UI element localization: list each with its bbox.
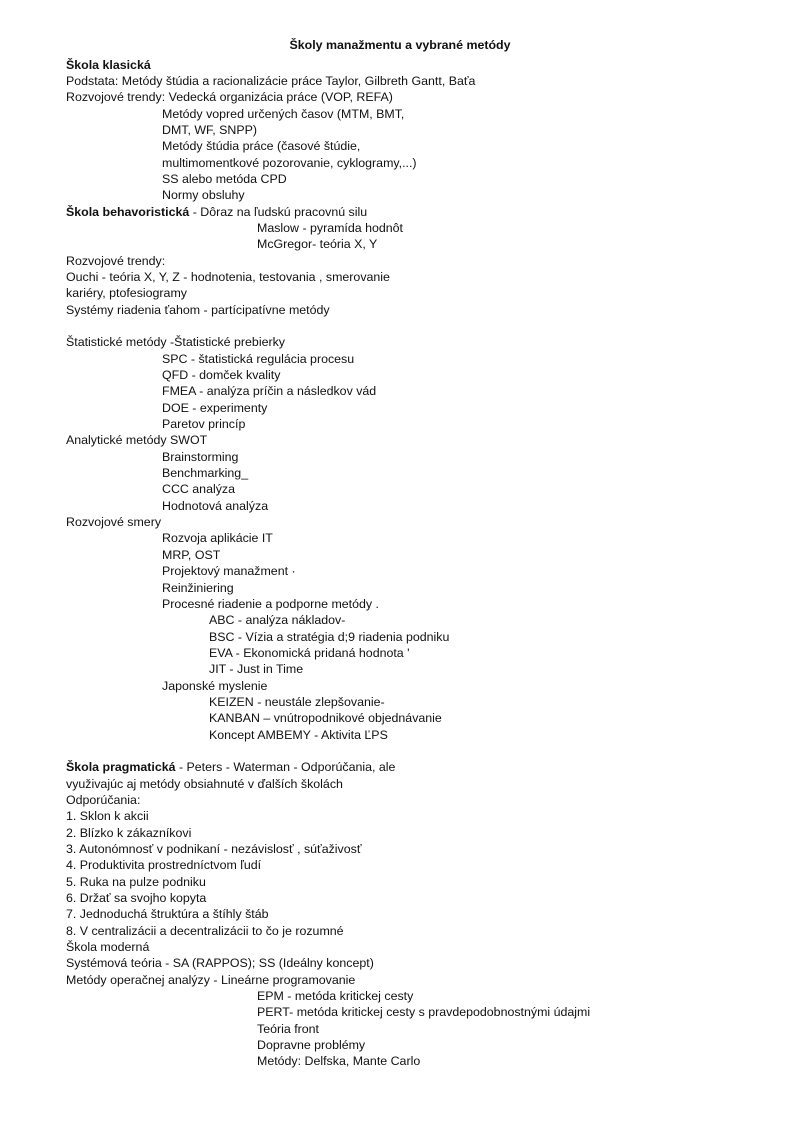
text-line: [0, 285, 800, 301]
line-text: Metódy štúdia práce (časové štúdie,: [162, 139, 361, 154]
line-text: 5. Ruka na pulze podniku: [66, 874, 206, 889]
text-line: [0, 351, 800, 367]
line-text: 2. Blízko k zákazníkovi: [66, 825, 192, 840]
blank-line: [0, 743, 800, 759]
text-line: [0, 236, 800, 252]
line-text: KEIZEN - neustále zlepšovanie-: [209, 694, 385, 709]
line-text: FMEA - analýza príčin a následkov vád: [162, 384, 377, 399]
line-text: Projektový manažment ·: [162, 564, 296, 579]
line-text: Maslow - pyramída hodnôt: [257, 220, 404, 235]
text-line: [0, 727, 800, 743]
line-text: - Dôraz na ľudskú pracovnú silu: [189, 204, 368, 219]
text-line: [0, 57, 800, 73]
line-text: 3. Autonómnosť v podnikaní - nezávislosť , súťaživosť: [66, 842, 362, 856]
text-line: [0, 334, 800, 350]
text-line: [0, 972, 800, 988]
line-text: SS alebo metóda CPD: [162, 171, 287, 186]
line-text: BSC - Vízia a stratégia d;9 riadenia podniku: [209, 629, 450, 644]
text-line: [0, 857, 800, 873]
text-line: [0, 825, 800, 841]
text-line: [0, 890, 800, 906]
text-line: [0, 645, 800, 661]
line-text: Koncept AMBEMY - Aktivita ĽPS: [209, 727, 388, 742]
line-text: Rozvojové smery: [66, 515, 162, 530]
line-text: SPC - štatistická regulácia procesu: [162, 351, 355, 366]
blank-line: [0, 318, 800, 334]
text-line: [0, 155, 800, 171]
page-title: Školy manažmentu a vybrané metódy: [289, 38, 511, 52]
section-heading: Škola pragmatická: [66, 760, 176, 775]
text-line: [0, 906, 800, 922]
text-line: [0, 776, 800, 792]
line-text: Rozvoja aplikácie IT: [162, 531, 273, 546]
text-line: [0, 563, 800, 579]
text-line: [0, 171, 800, 187]
text-line: [0, 498, 800, 514]
text-line: [0, 808, 800, 824]
text-line: [0, 1021, 800, 1037]
line-text: 4. Produktivita prostredníctvom ľudí: [66, 858, 262, 873]
line-text: Metódy: Delfska, Mante Carlo: [257, 1054, 421, 1069]
line-text: DMT, WF, SNPP): [162, 122, 257, 137]
text-line: [0, 383, 800, 399]
text-line: [0, 596, 800, 612]
text-line: [0, 302, 800, 318]
line-text: QFD - domček kvality: [162, 368, 281, 383]
text-line: [0, 1037, 800, 1053]
line-text: Teória front: [257, 1021, 319, 1036]
text-line: [0, 988, 800, 1004]
line-text: Benchmarking_: [162, 466, 249, 481]
text-line: [0, 138, 800, 154]
text-line: [0, 580, 800, 596]
line-text: EPM - metóda kritickej cesty: [257, 989, 414, 1004]
line-text: Rozvojové trendy:: [66, 253, 166, 268]
text-line: [0, 1004, 800, 1020]
text-line: [0, 416, 800, 432]
line-text: Systémy riadenia ťahom - partícipatívne metódy: [66, 302, 330, 317]
line-text: Hodnotová analýza: [162, 498, 269, 513]
text-line: [0, 400, 800, 416]
line-text: Procesné riadenie a podporne metódy .: [162, 596, 379, 611]
text-line: [0, 253, 800, 269]
line-text: 7. Jednoduchá štruktúra a štíhly štáb: [66, 907, 269, 922]
text-line: [0, 122, 800, 138]
line-text: Štatistické metódy -Štatistické prebierky: [66, 335, 285, 350]
text-line: [0, 465, 800, 481]
text-line: [0, 841, 800, 857]
section-heading: Škola behavoristická: [66, 204, 190, 219]
line-text: Paretov princíp: [162, 417, 246, 432]
text-line: [0, 432, 800, 448]
line-text: EVA - Ekonomická pridaná hodnota ': [209, 645, 410, 660]
line-text: využivajúc aj metódy obsiahnuté v ďalších školách: [66, 776, 343, 791]
text-line: [0, 367, 800, 383]
line-text: CCC analýza: [162, 482, 235, 497]
line-text: 1. Sklon k akcii: [66, 809, 149, 824]
line-text: Analytické metódy SWOT: [66, 433, 208, 448]
line-text: 8. V centralizácii a decentralizácii to čo je rozumné: [66, 923, 344, 938]
text-line: [0, 710, 800, 726]
text-line: [0, 530, 800, 546]
text-line: [0, 204, 800, 220]
text-line: [0, 678, 800, 694]
text-line: [0, 612, 800, 628]
line-text: Metódy vopred určených časov (MTM, BMT,: [162, 106, 405, 121]
text-line: [0, 955, 800, 971]
text-line: [0, 759, 800, 775]
text-line: [0, 73, 800, 89]
line-text: DOE - experimenty: [162, 400, 268, 415]
line-text: Podstata: Metódy štúdia a racionalizácie práce Taylor, Gilbreth Gantt, Baťa: [66, 73, 476, 88]
text-line: [0, 629, 800, 645]
text-line: [0, 514, 800, 530]
text-line: [0, 187, 800, 203]
line-text: McGregor- teória X, Y: [257, 237, 378, 252]
line-text: Rozvojové trendy: Vedecká organizácia práce (VOP, REFA): [66, 90, 393, 105]
text-line: [0, 923, 800, 939]
text-line: [0, 694, 800, 710]
section-heading: Škola klasická: [66, 57, 151, 72]
line-text: Ouchi - teória X, Y, Z - hodnotenia, testovania , smerovanie: [66, 269, 390, 284]
line-text: 6. Držať sa svojho kopyta: [66, 891, 207, 906]
line-text: Japonské myslenie: [162, 678, 268, 693]
line-text: multimomentkové pozorovanie, cyklogramy,...): [162, 155, 417, 170]
text-line: [0, 220, 800, 236]
line-text: Normy obsluhy: [162, 188, 245, 203]
text-line: [0, 106, 800, 122]
line-text: Dopravne problémy: [257, 1038, 366, 1053]
text-line: [0, 939, 800, 955]
line-text: PERT- metóda kritickej cesty s pravdepodobnostnými údajmi: [257, 1005, 591, 1020]
document-body: [0, 57, 800, 1070]
line-text: kariéry, ptofesiogramy: [66, 286, 187, 301]
text-line: [0, 449, 800, 465]
line-text: Metódy operačnej analýzy - Lineárne programovanie: [66, 972, 356, 987]
text-line: [0, 792, 800, 808]
text-line: [0, 481, 800, 497]
line-text: ABC - analýza nákladov-: [209, 613, 346, 628]
line-text: Brainstorming: [162, 449, 239, 464]
line-text: KANBAN – vnútropodnikové objednávanie: [209, 711, 442, 726]
line-text: JIT - Just in Time: [209, 662, 304, 677]
line-text: Odporúčania:: [66, 792, 141, 807]
text-line: [0, 547, 800, 563]
line-text: Systémová teória - SA (RAPPOS); SS (Ideálny koncept): [66, 956, 374, 971]
line-text: - Peters - Waterman - Odporúčania, ale: [175, 760, 396, 775]
line-text: Reinžiniering: [162, 580, 234, 595]
line-text: MRP, OST: [162, 547, 221, 562]
text-line: [0, 269, 800, 285]
text-line: [0, 874, 800, 890]
text-line: [0, 89, 800, 105]
line-text: Škola moderná: [66, 940, 150, 955]
text-line: [0, 1053, 800, 1069]
text-line: [0, 661, 800, 677]
